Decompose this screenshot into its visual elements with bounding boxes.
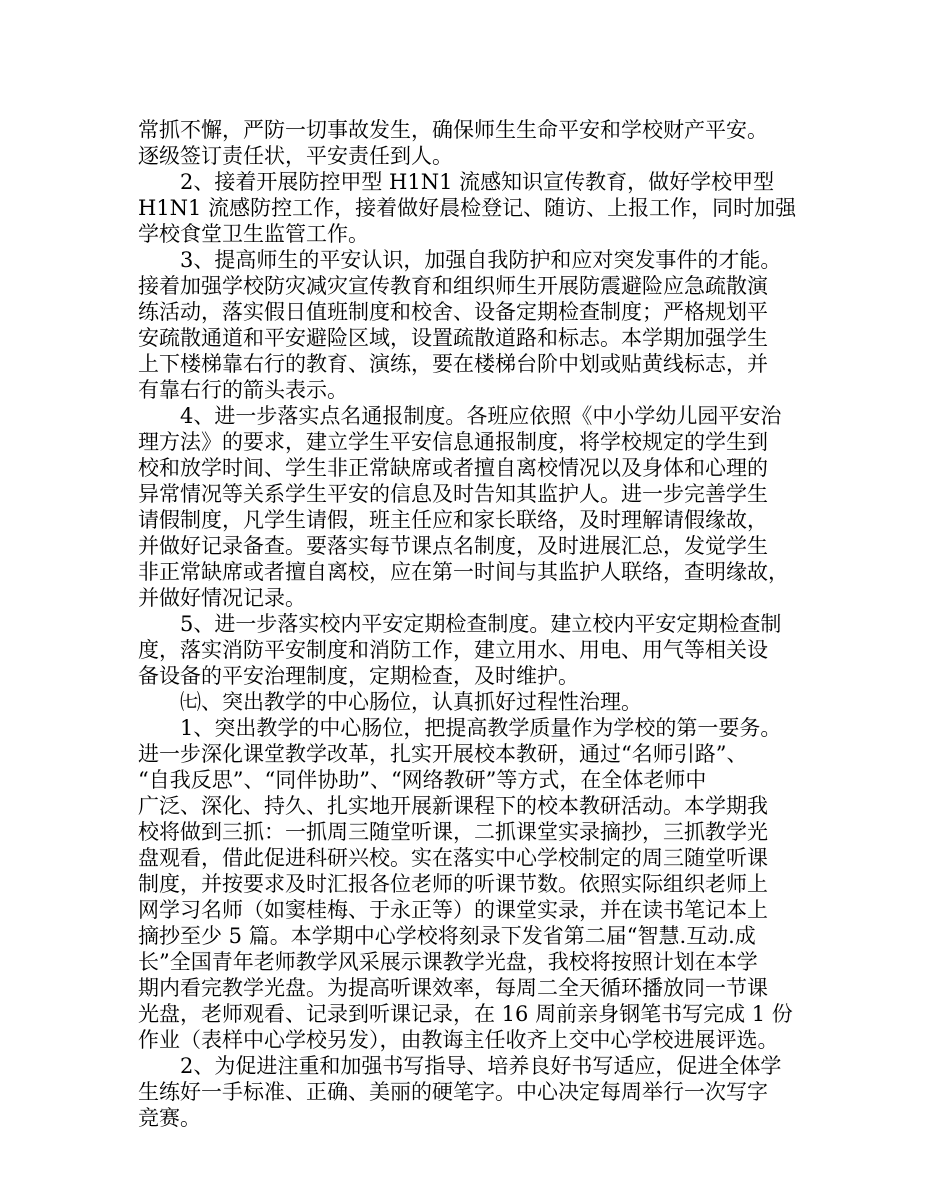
text-line: 上下楼梯靠右行的教育、演练，要在楼梯台阶中划或贴黄线标志，并 (138, 352, 768, 376)
text-line: H1N1 流感防控工作，接着做好晨检登记、随访、上报工作，同时加强 (138, 196, 797, 220)
paragraph-start: 5、进一步落实校内平安定期检查制度。建立校内平安定期检查制 (180, 612, 782, 636)
text-line: 生练好一手标准、正确、美丽的硬笔字。中心决定每周举行一次写字 (138, 1080, 768, 1104)
text-line: 请假制度，凡学生请假，班主任应和家长联络，及时理解请假缘故， (138, 508, 768, 532)
section-heading: ㈦、突出教学的中心肠位，认真抓好过程性治理。 (180, 690, 642, 714)
text-line: 校将做到三抓：一抓周三随堂听课，二抓课堂实录摘抄，三抓教学光 (138, 820, 768, 844)
paragraph-start: 2、为促进注重和加强书写指导、培养良好书写适应，促进全体学 (180, 1054, 782, 1078)
paragraph-start: 2、接着开展防控甲型 H1N1 流感知识宣传教育，做好学校甲型 (180, 170, 775, 194)
text-line: 并做好情况记录。 (138, 586, 306, 610)
paragraph-start: 3、提高师生的平安认识，加强自我防护和应对突发事件的才能。 (180, 248, 782, 272)
text-line: 学校食堂卫生监管工作。 (138, 222, 369, 246)
text-line: 异常情况等关系学生平安的信息及时告知其监护人。进一步完善学生 (138, 482, 768, 506)
text-line: 制度，并按要求及时汇报各位老师的听课节数。依照实际组织老师上 (138, 872, 768, 896)
text-line: 光盘，老师观看、记录到听课记录，在 16 周前亲身钢笔书写完成 1 份 (138, 1002, 793, 1026)
text-line: 接着加强学校防灾减灾宣传教育和组织师生开展防震避险应急疏散演 (138, 274, 768, 298)
text-line: 理方法》的要求，建立学生平安信息通报制度，将学校规定的学生到 (138, 430, 768, 454)
text-line: 竞赛。 (138, 1106, 201, 1130)
text-line: 盘观看，借此促进科研兴校。实在落实中心学校制定的周三随堂听课 (138, 846, 768, 870)
text-line: 并做好记录备查。要落实每节课点名制度，及时进展汇总，发觉学生 (138, 534, 768, 558)
paragraph-start: 1、突出教学的中心肠位，把提高教学质量作为学校的第一要务。 (180, 716, 782, 740)
text-line: 练活动，落实假日值班制度和校舍、设备定期检查制度；严格规划平 (138, 300, 768, 324)
paragraph-start: 4、进一步落实点名通报制度。各班应依照《中小学幼儿园平安治 (180, 404, 782, 428)
text-line: 非正常缺席或者擅自离校，应在第一时间与其监护人联络，查明缘故， (138, 560, 789, 584)
text-line: 长”全国青年老师教学风采展示课教学光盘，我校将按照计划在本学 (138, 950, 758, 974)
text-line: 备设备的平安治理制度，定期检查，及时维护。 (138, 664, 579, 688)
text-line: 摘抄至少 5 篇。本学期中心学校将刻录下发省第二届“智慧.互动.成 (138, 924, 756, 948)
text-line: 期内看完教学光盘。为提高听课效率，每周二全天循环播放同一节课 (138, 976, 768, 1000)
text-line: “自我反思”、“同伴协助”、“网络教研”等方式，在全体老师中 (138, 768, 707, 792)
text-line: 校和放学时间、学生非正常缺席或者擅自离校情况以及身体和心理的 (138, 456, 768, 480)
text-line: 网学习名师（如窦桂梅、于永正等）的课堂实录，并在读书笔记本上 (138, 898, 768, 922)
text-line: 广泛、深化、持久、扎实地开展新课程下的校本教研活动。本学期我 (138, 794, 768, 818)
text-line: 度，落实消防平安制度和消防工作，建立用水、用电、用气等相关设 (138, 638, 768, 662)
text-line: 有靠右行的箭头表示。 (138, 378, 348, 402)
text-line: 安疏散通道和平安避险区域，设置疏散道路和标志。本学期加强学生 (138, 326, 768, 350)
text-line: 逐级签订责任状，平安责任到人。 (138, 144, 453, 168)
text-line: 作业（表样中心学校另发），由教诲主任收齐上交中心学校进展评选。 (138, 1028, 779, 1052)
text-line: 进一步深化课堂教学改革，扎实开展校本教研，通过“名师引路”、 (138, 742, 748, 766)
text-line: 常抓不懈，严防一切事故发生，确保师生生命平安和学校财产平安。 (138, 118, 768, 142)
